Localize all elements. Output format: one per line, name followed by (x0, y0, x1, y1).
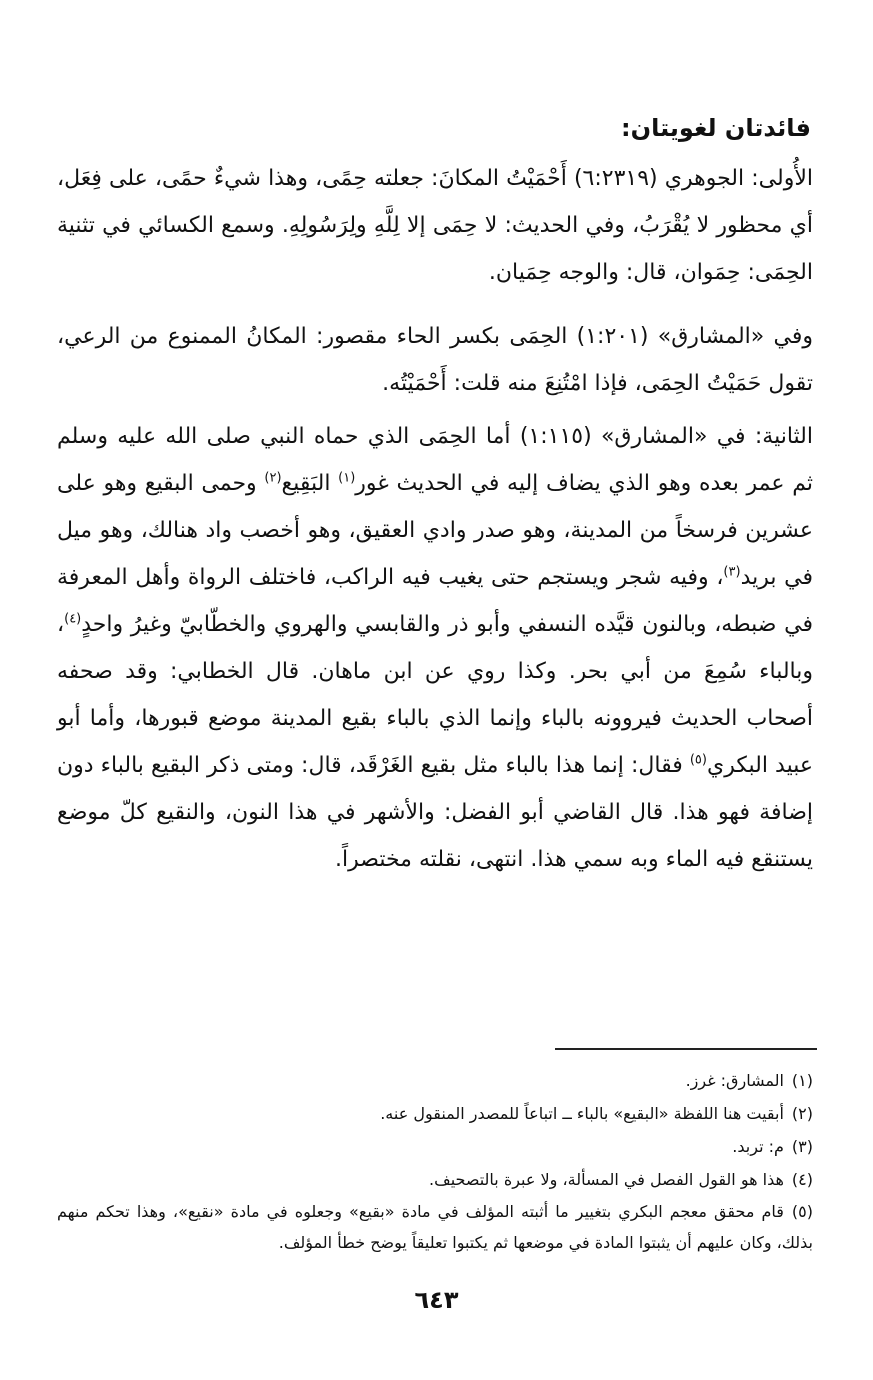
footnote-ref-3[interactable]: (٣) (723, 564, 741, 580)
text-run: البَقِيع (281, 471, 339, 496)
footnote-number: (٥) (791, 1202, 813, 1221)
footnote-text: م: تربد. (732, 1137, 784, 1156)
paragraph-text: وفي «المشارق» (١:٢٠١) الحِمَى بكسر الحاء مقصور: المكانُ الممنوع من الرعي، تقول حَمَيْتُ الحِمَى، فإذا امْتُنِعَ منه قلت: أَحْمَيْتُه. (57, 324, 813, 396)
text-run: ، وبالباء سُمِعَ من أبي بحر. وكذا روي عن ابن ماهان. قال الخطابي: وقد صحفه أصحاب الحديث فيروونه بالباء وإنما الذي بالباء بقيع المدينة موضع قبورها، وأما أبو عبيد البكري (57, 612, 813, 778)
footnote-number: (٤) (791, 1170, 813, 1189)
footnote-text: قام محقق معجم البكري بتغيير ما أثبته المؤلف في مادة «بقيع» وجعلوه في مادة «نقيع»، وهذا تحكم منهم بذلك، وكان عليهم أن يثبتوا المادة في موضعها ثم يكتبوا تعليقاً يوضح خطأ المؤلف. (57, 1202, 813, 1252)
paragraph-text: الأُولى: الجوهري (٦:٢٣١٩) أَحْمَيْتُ المكانَ: جعلته حِمًى، وهذا شيءٌ حمًى، على فِعَل، أي محظور لا يُقْرَبُ، وفي الحديث: لا حِمَى إلا لِلَّهِ ولِرَسُولِهِ. وسمع الكسائي في تثنية الحِمَى: حِمَوان، قال: والوجه حِمَيان. (57, 166, 813, 285)
page-number: ٦٤٣ (414, 1286, 459, 1314)
text-run: وحمى البقيع وهو على عشرين فرسخاً من المدينة، وهو صدر وادي العقيق، وهو أخصب واد هنالك، وهو ميل في بريد (57, 471, 813, 590)
footnote-text: هذا هو القول الفصل في المسألة، ولا عبرة بالتصحيف. (429, 1170, 784, 1189)
paragraph-mashariq-quote (57, 313, 813, 407)
footnote-number: (٢) (791, 1104, 813, 1123)
text-run: الثانية: في «المشارق» (١:١١٥) أما الحِمَى الذي حماه النبي صلى الله عليه وسلم ثم عمر بعده وهو الذي يضاف إليه في الحديث غور (57, 424, 813, 496)
footnote-ref-1[interactable]: (١) (338, 470, 356, 486)
footnote-ref-5[interactable]: (٥) (689, 752, 707, 768)
footnote-text: أبقيت هنا اللفظة «البقيع» بالباء ــ اتباعاً للمصدر المنقول عنه. (380, 1104, 784, 1123)
footnote-1 (57, 1064, 813, 1097)
text-run: فقال: إنما هذا بالباء مثل بقيع الغَرْقَد، قال: ومتى ذكر البقيع بالباء دون إضافة فهو هذا. قال القاضي أبو الفضل: والأشهر في هذا النون، والنقيع كلّ موضع يستنقع فيه الماء وبه سمي هذا. انتهى، نقلته مختصراً. (57, 753, 813, 872)
text-run: ، وفيه شجر ويستجم حتى يغيب فيه الراكب، فاختلف الرواة وأهل المعرفة في ضبطه، وبالنون قيَّده النسفي وأبو ذر والقابسي والهروي والخطّابيّ وغيرُ واحدٍ (57, 565, 813, 637)
footnote-2 (57, 1097, 813, 1130)
footnote-4 (57, 1163, 813, 1196)
footnote-3 (57, 1130, 813, 1163)
paragraph-second-benefit (57, 413, 813, 883)
footnote-number: (١) (791, 1071, 813, 1090)
footnote-text: المشارق: غرز. (685, 1071, 784, 1090)
footnote-divider (555, 1048, 817, 1050)
footnote-5 (57, 1196, 813, 1258)
section-heading: فائدتان لغويتان: (621, 114, 811, 142)
paragraph-first-benefit (57, 155, 813, 296)
footnote-number: (٣) (791, 1137, 813, 1156)
footnotes-section (57, 1064, 813, 1258)
footnote-ref-2[interactable]: (٢) (264, 470, 282, 486)
footnote-ref-4[interactable]: (٤) (64, 611, 82, 627)
paragraph-text (57, 413, 813, 883)
